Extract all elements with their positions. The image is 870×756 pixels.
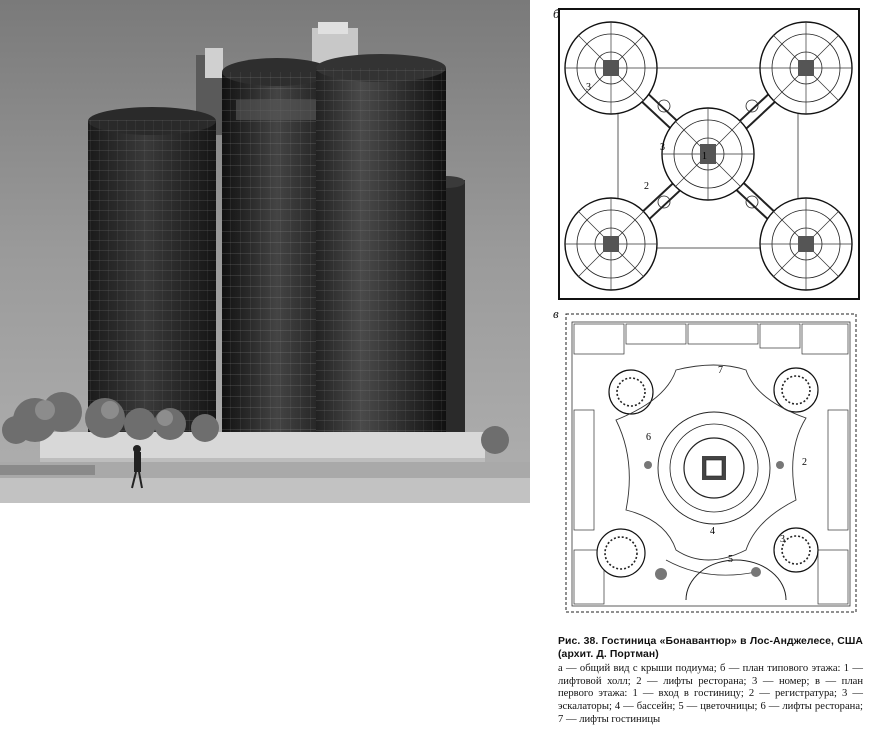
plan-b-label-3b: 3 <box>660 142 665 153</box>
hotel-photo-drawing <box>0 0 530 503</box>
plan-c-label-4: 4 <box>710 526 715 537</box>
plan-c-label-3: 3 <box>780 534 785 545</box>
plan-c-label-5: 5 <box>728 554 733 565</box>
ground-floor-plan <box>556 310 864 620</box>
plan-b-label-2: 2 <box>644 181 649 192</box>
figure-letter-c: в <box>553 306 559 321</box>
hotel-photo <box>0 0 530 503</box>
plan-c-label-7: 7 <box>718 365 723 376</box>
figure-letter-b: б <box>553 6 560 21</box>
figure-caption <box>558 636 863 726</box>
plan-b-label-3: 3 <box>586 82 591 93</box>
caption-title: Рис. 38. Гостиница «Бонавантюр» в Лос-Анджелесе, США (архит. Д. Портман) <box>558 636 863 660</box>
caption-body: а — общий вид с крыши подиума; б — план типового этажа: 1 — лифтовой холл; 2 — лифты ресторана; 3 — номер; в — план первого этажа: 1 — вход в гостиницу; 2 — регистратура; 3 — эскалаторы; 4 — бассейн; 5 — цветочницы; 6 — лифты ресторана; 7 — лифты гостиницы <box>558 663 863 725</box>
ground-floor-plan-drawing <box>556 310 864 620</box>
plan-c-label-6: 6 <box>646 432 651 443</box>
plan-b-label-1: 1 <box>702 151 707 162</box>
plan-c-label-2: 2 <box>802 457 807 468</box>
typical-floor-plan <box>556 6 864 306</box>
typical-floor-plan-drawing <box>556 6 864 306</box>
